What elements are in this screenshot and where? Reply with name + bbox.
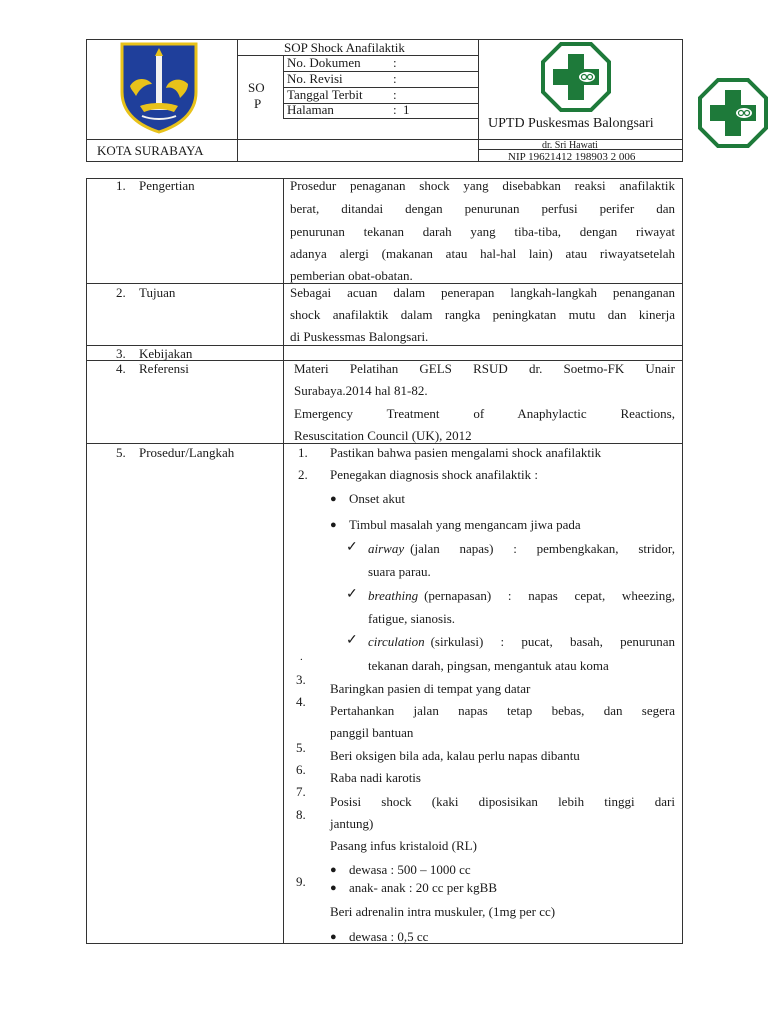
org-name: UPTD Puskesmas Balongsari (488, 116, 654, 131)
doc-field-label: No. Revisi (287, 71, 343, 86)
section-text-line: Sebagai acuan dalam penerapan langkah-langkah penanganan (290, 285, 675, 300)
doc-field-sep: : (393, 102, 397, 117)
sop-label: SO (248, 80, 265, 95)
doc-field-sep: : (393, 87, 397, 102)
section-text-line: Prosedur penaganan shock yang disebabkan reaksi anafilaktik (290, 178, 675, 193)
section-text-line: berat, ditandai dengan penurunan perfusi perifer dan (290, 201, 675, 216)
stray-dot: . (300, 651, 303, 663)
puskesmas-logo-icon (541, 42, 611, 112)
city-name: KOTA SURABAYA (97, 143, 204, 158)
criteria-desc: (pernapasan) : napas cepat, wheezing, (424, 588, 675, 603)
bullet-icon: ● (330, 519, 337, 531)
criteria-term: airway (368, 541, 405, 556)
criteria-line (368, 634, 675, 650)
step-number: 2. (298, 467, 308, 482)
section-number: 3. (116, 346, 126, 361)
bullet-text: anak- anak : 20 cc per kgBB (349, 880, 498, 895)
bullet-icon: ● (330, 493, 337, 505)
bullet-text: dewasa : 0,5 cc (349, 929, 429, 944)
section-number: 1. (116, 178, 126, 193)
step-number: 9. (296, 874, 306, 889)
doc-field-label: No. Dokumen (287, 55, 361, 70)
section-label: Kebijakan (139, 346, 193, 361)
criteria-cont: tekanan darah, pingsan, mengantuk atau koma (368, 658, 609, 673)
criteria-term: breathing (368, 588, 419, 603)
section-number: 5. (116, 445, 126, 460)
signer-nip: NIP 19621412 198903 2 006 (508, 151, 636, 163)
section-label: Pengertian (139, 178, 195, 193)
step-number: 4. (296, 694, 306, 709)
checkmark-icon: ✓ (346, 540, 358, 555)
step-number: 3. (296, 672, 306, 687)
section-text-line: di Puskessmas Balongsari. (290, 329, 429, 344)
step-text: Pastikan bahwa pasien mengalami shock anafilaktik (330, 445, 602, 460)
step-number: 1. (298, 445, 308, 460)
sop-title: SOP Shock Anafilaktik (284, 40, 405, 55)
section-text-line: Resuscitation Council (UK), 2012 (294, 428, 472, 443)
bullet-icon: ● (330, 931, 337, 943)
signer-name: dr. Sri Hawati (542, 140, 598, 151)
doc-field-label: Tanggal Terbit (287, 87, 363, 102)
step-text: Pasang infus kristaloid (RL) (330, 838, 477, 853)
section-number: 4. (116, 361, 126, 376)
section-text-line: shock anafilaktik dalam rangka peningkatan mutu dan kinerja (290, 307, 675, 322)
criteria-desc: (jalan napas) : pembengkakan, stridor, (410, 541, 675, 556)
section-text-line: pemberian obat-obatan. (290, 268, 413, 283)
doc-field-value: 1 (403, 102, 410, 117)
section-text-line: penurunan tekanan darah yang tiba-tiba, dengan riwayat (290, 224, 675, 239)
checkmark-icon: ✓ (346, 587, 358, 602)
step-text: Penegakan diagnosis shock anafilaktik : (330, 467, 538, 482)
section-number: 2. (116, 285, 126, 300)
puskesmas-logo-icon (698, 78, 768, 148)
section-text-line: Emergency Treatment of Anaphylactic Reactions, (294, 406, 675, 421)
bullet-icon: ● (330, 882, 337, 894)
step-text: Beri oksigen bila ada, kalau perlu napas dibantu (330, 748, 580, 763)
step-text: panggil bantuan (330, 725, 414, 740)
section-label: Referensi (139, 361, 189, 376)
section-label: Prosedur/Langkah (139, 445, 235, 460)
criteria-line (368, 588, 675, 604)
doc-field-label: Halaman (287, 102, 334, 117)
step-number: 6. (296, 762, 306, 777)
bullet-text: Onset akut (349, 491, 405, 506)
step-text: Posisi shock (kaki diposisikan lebih tinggi dari (330, 794, 675, 809)
step-number: 8. (296, 807, 306, 822)
surabaya-emblem-icon (118, 40, 200, 134)
step-text: jantung) (330, 816, 374, 831)
section-text-line: adanya alergi (makanan atau hal-hal lain) atau riwayatsetelah (290, 246, 675, 261)
criteria-line (368, 541, 675, 557)
doc-field-sep: : (393, 71, 397, 86)
step-number: 5. (296, 740, 306, 755)
checkmark-icon: ✓ (346, 633, 358, 648)
sop-label: P (254, 96, 262, 111)
criteria-cont: suara parau. (368, 564, 431, 579)
step-text: Raba nadi karotis (330, 770, 421, 785)
step-text: Baringkan pasien di tempat yang datar (330, 681, 531, 696)
criteria-desc: (sirkulasi) : pucat, basah, penurunan (430, 634, 675, 649)
section-label: Tujuan (139, 285, 176, 300)
section-text-line: Surabaya.2014 hal 81-82. (294, 383, 428, 398)
criteria-cont: fatigue, sianosis. (368, 611, 456, 626)
bullet-icon: ● (330, 864, 337, 876)
step-text: Pertahankan jalan napas tetap bebas, dan segera (330, 703, 675, 718)
step-text: Beri adrenalin intra muskuler, (1mg per cc) (330, 904, 556, 919)
bullet-text: dewasa : 500 – 1000 cc (349, 862, 471, 877)
criteria-term: circulation (368, 634, 425, 649)
section-text-line: Materi Pelatihan GELS RSUD dr. Soetmo-FK Unair (294, 361, 675, 376)
doc-field-sep: : (393, 55, 397, 70)
step-number: 7. (296, 784, 306, 799)
bullet-text: Timbul masalah yang mengancam jiwa pada (349, 517, 581, 532)
